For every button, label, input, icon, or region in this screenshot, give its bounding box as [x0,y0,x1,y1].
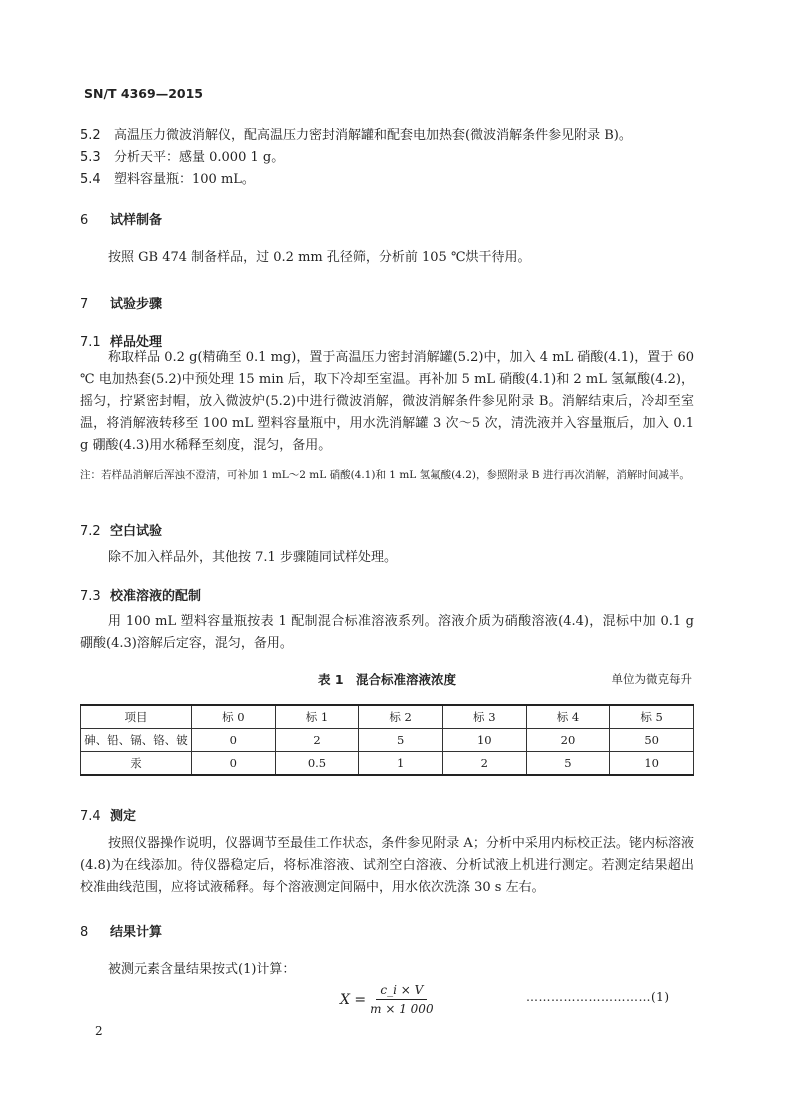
clause-number: 5.2 [80,128,101,143]
table-header-cell: 标 0 [192,705,276,729]
formula-1 [340,983,434,1016]
table-header-cell: 标 1 [275,705,359,729]
section-number: 7 [80,297,89,312]
section-7-1-note: 注：若样品消解后浑浊不澄清，可补加 1 mL～2 mL 硝酸(4.1)和 1 mL 氢氟酸(4.2)，参照附录 B 进行再次消解，消解时间减半。 [80,469,690,481]
section-number: 6 [80,213,89,228]
clause-text: 高温压力微波消解仪，配高温压力密封消解罐和配套电加热套(微波消解条件参见附录 B)。 [114,128,632,143]
section-title: 空白试验 [110,524,163,539]
table-cell: 2 [275,729,359,752]
section-number: 8 [80,925,89,940]
section-number: 7.3 [80,589,101,604]
standard-code: SN/T 4369—2015 [84,86,203,101]
clause-number: 5.4 [80,172,101,187]
table-cell: 50 [610,729,694,752]
table-cell: 5 [359,729,443,752]
section-title: 结果计算 [110,925,163,940]
section-7-1-paragraph: 称取样品 0.2 g(精确至 0.1 mg)，置于高温压力密封消解罐(5.2)中，加入 4 mL 硝酸(4.1)，置于 60 ℃ 电加热套(5.2)中预处理 15 min 后，取下冷却至室温。再补加 5 mL 硝酸(4.1)和 2 mL 氢氟酸(4.2)，摇匀，拧紧密封帽，放入微波炉(5.2)中进行微波消解，微波消解条件参见附录 B。消解结束后，冷却至室温，将消解液转移至 100 mL 塑料容量瓶中，用水洗消解罐 3 次～5 次，清洗液并入容量瓶后，加入 0.1 g 硼酸(4.3)用水稀释至刻度，混匀，备用。 [80,350,694,453]
section-7-2-heading [80,520,162,539]
section-number: 7.4 [80,809,101,824]
clause-number: 5.3 [80,150,101,165]
clause-5-4 [80,168,255,187]
table-cell: 10 [442,729,526,752]
table-cell: 0.5 [275,752,359,776]
section-title: 样品处理 [110,335,163,350]
table-cell: 10 [610,752,694,776]
clause-5-3 [80,146,284,165]
table-cell: 0 [192,752,276,776]
section-number: 7.2 [80,524,101,539]
section-8-heading [80,921,162,940]
clause-5-2 [80,124,632,143]
table-header-cell: 项目 [81,705,192,729]
section-title: 试验步骤 [110,297,163,312]
section-7-heading [80,293,162,312]
table-cell: 0 [192,729,276,752]
table-header-cell: 标 2 [359,705,443,729]
section-6-paragraph: 按照 GB 474 制备样品，过 0.2 mm 孔径筛，分析前 105 ℃烘干待用。 [108,250,531,265]
section-7-3-heading [80,585,201,604]
table-cell: 砷、铅、镉、铬、铍 [81,729,192,752]
formula-numerator: c_i × V [376,983,427,1000]
section-7-2-paragraph: 除不加入样品外，其他按 7.1 步骤随同试样处理。 [108,550,397,565]
table-header-cell: 标 5 [610,705,694,729]
table-caption: 表 1 混合标准溶液浓度 [317,672,457,687]
table-row [81,729,694,752]
clause-text: 塑料容量瓶：100 mL。 [114,172,255,187]
section-7-4-paragraph: 按照仪器操作说明，仪器调节至最佳工作状态，条件参见附录 A；分析中采用内标校正法。铑内标溶液(4.8)为在线添加。待仪器稳定后，将标准溶液、试剂空白溶液、分析试液上机进行测定。若测定结果超出校准曲线范围，应将试液稀释。每个溶液测定间隔中，用水依次洗涤 30 s 左右。 [80,836,694,895]
section-7-3-paragraph: 用 100 mL 塑料容量瓶按表 1 配制混合标准溶液系列。溶液介质为硝酸溶液(4.4)，混标中加 0.1 g 硼酸(4.3)溶解后定容，混匀，备用。 [80,614,694,651]
clause-text: 分析天平：感量 0.000 1 g。 [114,150,285,165]
section-title: 试样制备 [110,213,163,228]
mixed-standard-table [80,704,694,776]
section-title: 测定 [110,809,137,824]
table-cell: 1 [359,752,443,776]
table-cell: 20 [526,729,610,752]
table-header-cell: 标 3 [442,705,526,729]
formula-fraction [370,983,433,1016]
table-cell: 5 [526,752,610,776]
section-number: 7.1 [80,335,101,350]
table-cell: 汞 [81,752,192,776]
formula-denominator: m × 1 000 [370,1002,434,1016]
table-unit: 单位为微克每升 [611,672,692,686]
table-header-row [81,705,694,729]
section-title: 校准溶液的配制 [110,589,202,604]
section-7-4-heading [80,805,136,824]
page-number: 2 [95,1024,103,1038]
table-cell: 2 [442,752,526,776]
table-header-cell: 标 4 [526,705,610,729]
section-6-heading [80,209,162,228]
formula-lhs: X = [340,991,367,1008]
formula-number: …………………………(1) [526,990,670,1004]
section-8-paragraph: 被测元素含量结果按式(1)计算： [108,962,296,977]
table-row [81,752,694,776]
